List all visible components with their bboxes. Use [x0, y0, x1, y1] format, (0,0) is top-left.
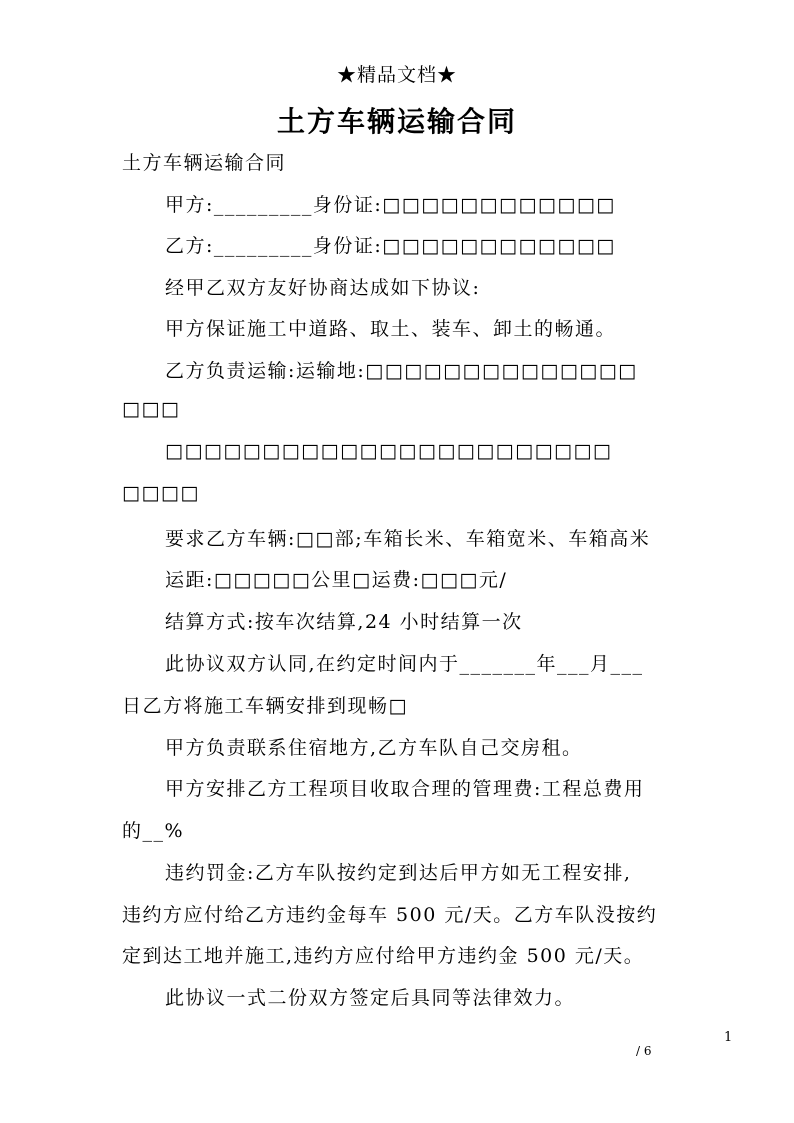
agreement-intro: 经甲乙双方友好协商达成如下协议:	[165, 277, 481, 299]
clause-transport-cont: □□□	[122, 398, 181, 420]
clause-vehicles: 要求乙方车辆:□□部;车箱长米、车箱宽米、车箱高米	[165, 528, 651, 550]
clause-penalty-cont-1: 违约方应付给乙方违约金每车 500 元/天。乙方车队没按约	[122, 904, 658, 926]
clause-road: 甲方保证施工中道路、取土、装车、卸土的畅通。	[165, 318, 617, 340]
clause-penalty-cont-2: 定到达工地并施工,违约方应付给甲方违约金 500 元/天。	[122, 945, 645, 967]
page-total: / 6	[636, 1044, 652, 1058]
subtitle-line: 土方车辆运输合同	[122, 152, 287, 174]
document-header: ★精品文档★	[336, 64, 457, 86]
clause-fee-cont: 的__%	[122, 820, 185, 842]
party-b-line: 乙方:_________身份证:□□□□□□□□□□□□	[165, 235, 616, 257]
page-number: 1	[724, 1030, 733, 1045]
document-title: 土方车辆运输合同	[276, 105, 517, 138]
clause-lodging: 甲方负责联系住宿地方,乙方车队自己交房租。	[165, 737, 583, 759]
clause-settlement: 结算方式:按车次结算,24 小时结算一次	[165, 611, 523, 633]
clause-boxes-cont: □□□□	[122, 482, 200, 504]
clause-transport: 乙方负责运输:运输地:□□□□□□□□□□□□□□	[165, 360, 638, 382]
clause-boxes: □□□□□□□□□□□□□□□□□□□□□□□	[165, 440, 613, 462]
party-a-line: 甲方:_________身份证:□□□□□□□□□□□□	[165, 194, 616, 216]
clause-schedule-cont: 日乙方将施工车辆安排到现畅□	[122, 695, 408, 717]
clause-schedule: 此协议双方认同,在约定时间内于_______年___月___	[165, 653, 644, 675]
clause-fee: 甲方安排乙方工程项目收取合理的管理费:工程总费用	[165, 778, 645, 800]
clause-copies: 此协议一式二份双方签定后具同等法律效力。	[165, 987, 576, 1009]
clause-distance: 运距:□□□□□公里□运费:□□□元/	[165, 569, 508, 591]
clause-penalty: 违约罚金:乙方车队按约定到达后甲方如无工程安排,	[165, 862, 632, 884]
